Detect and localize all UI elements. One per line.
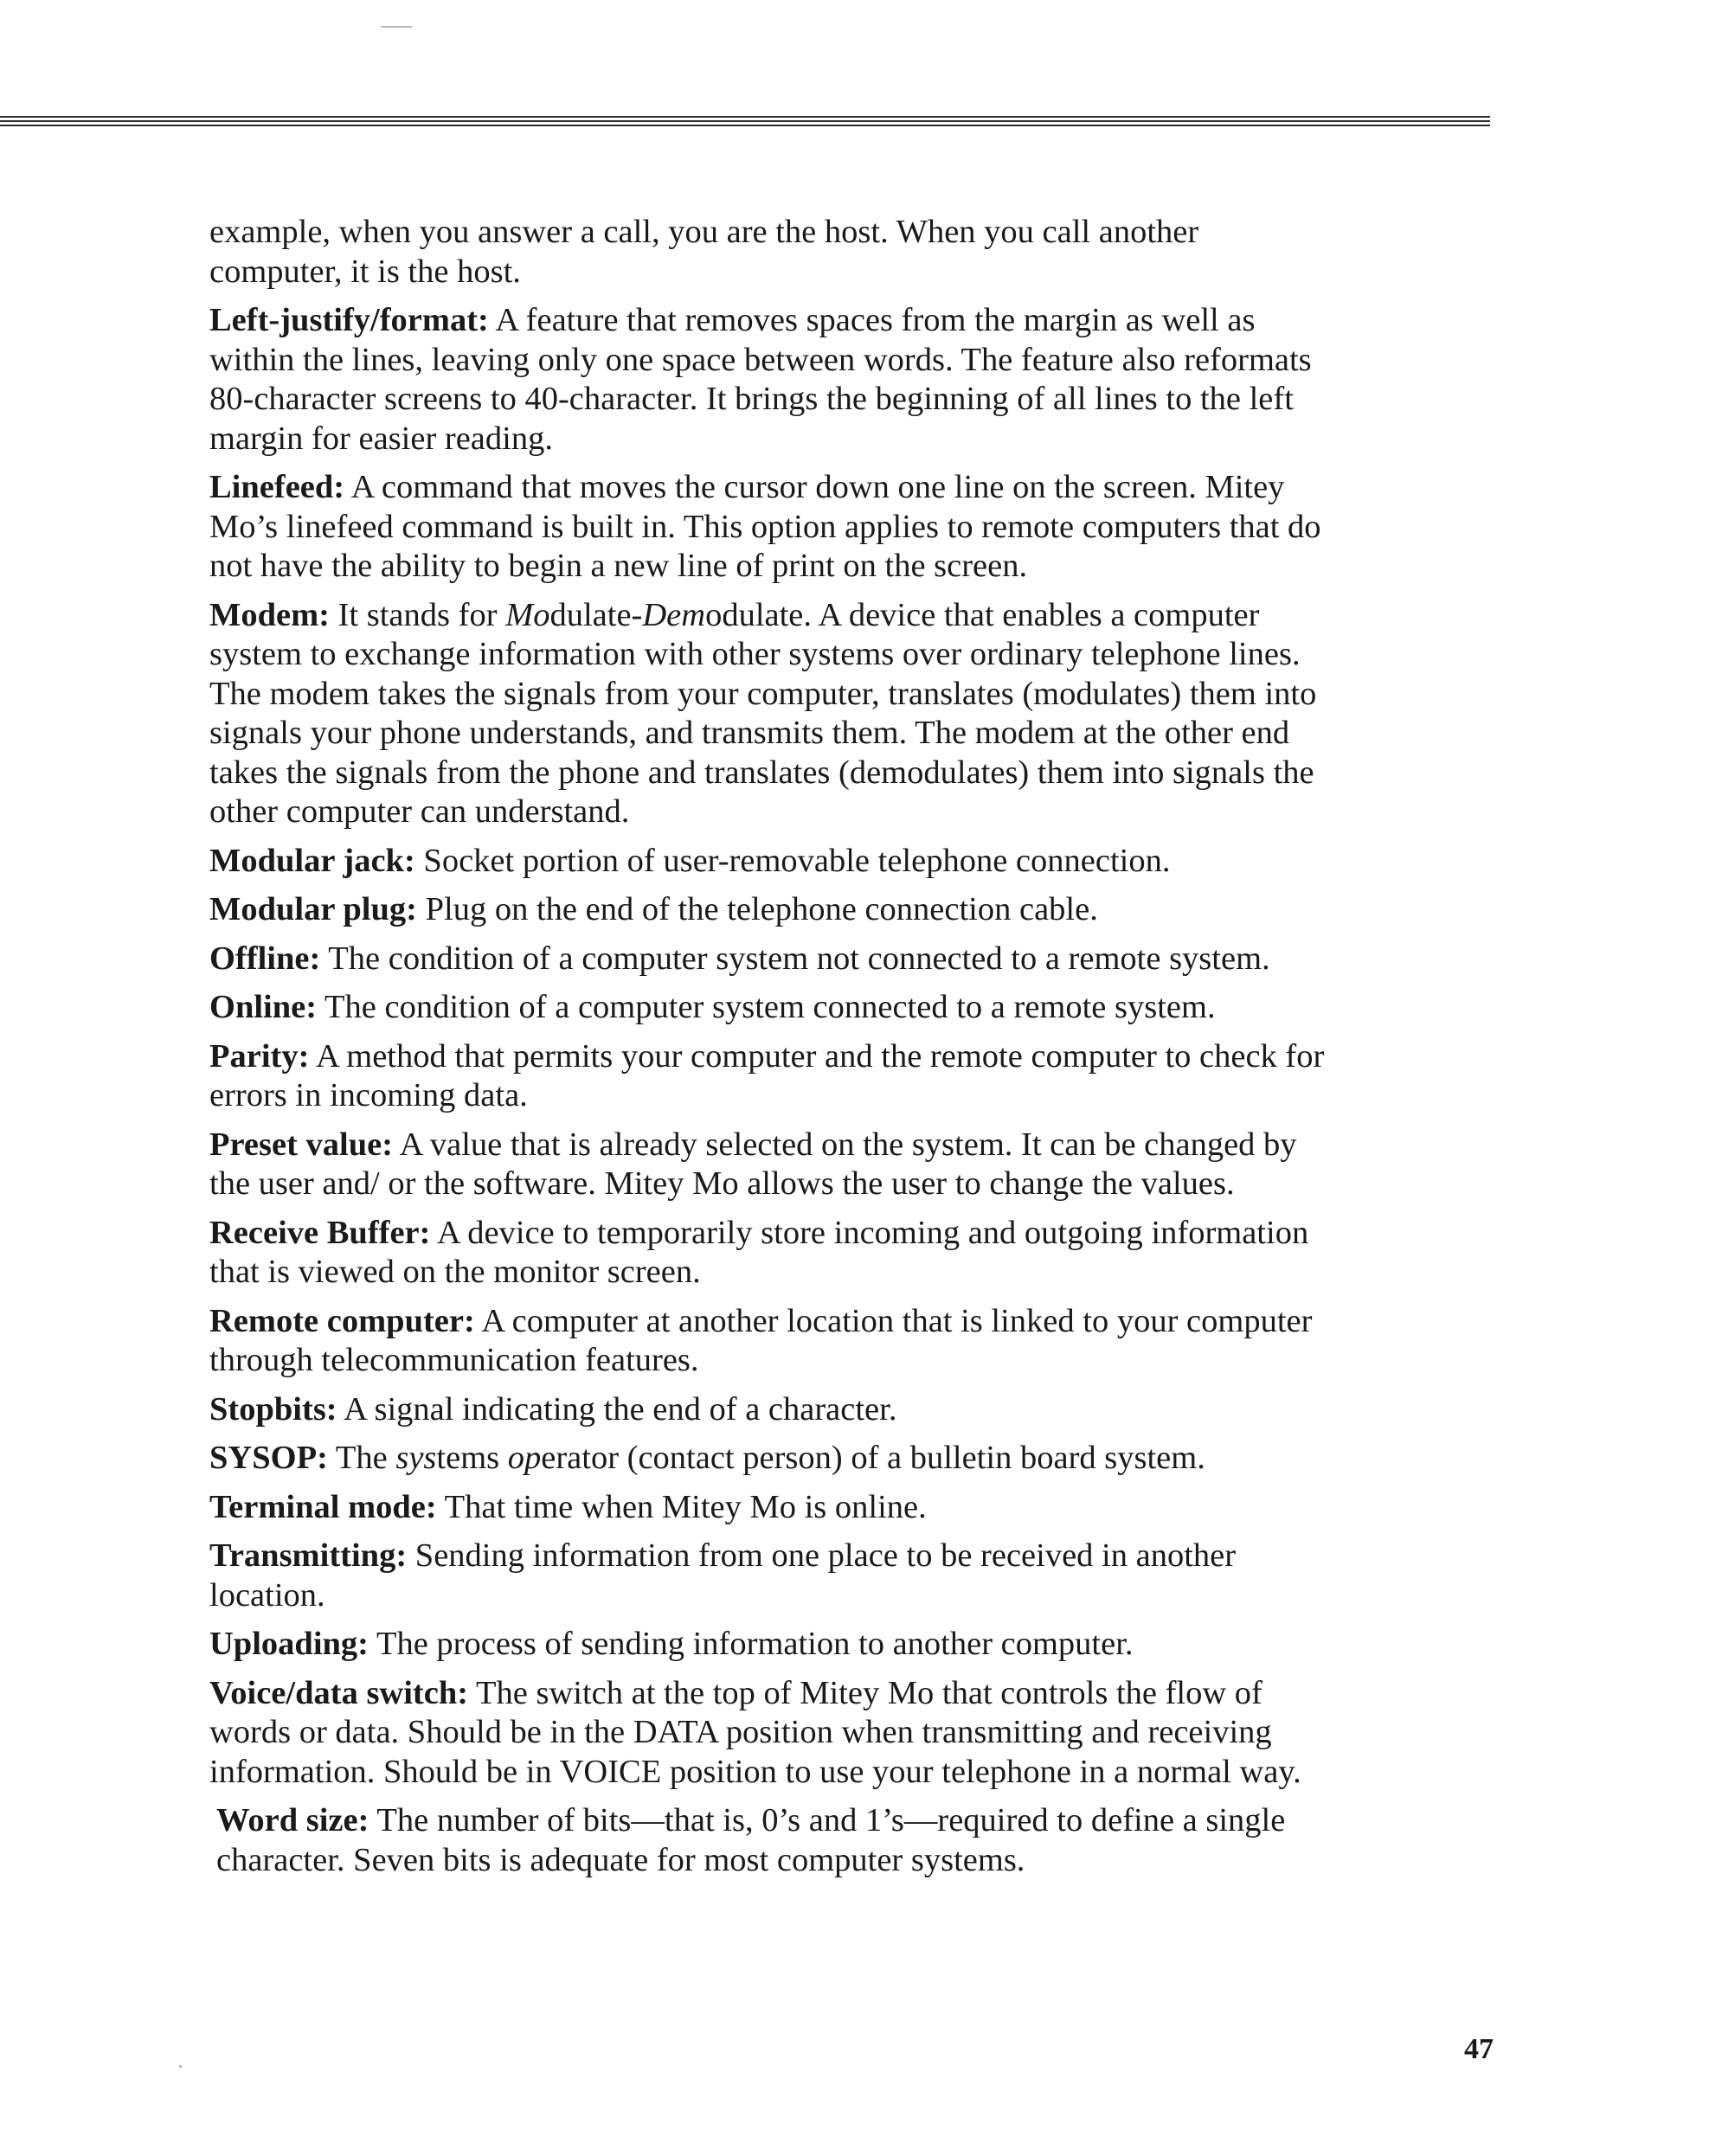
glossary-definition: Plug on the end of the telephone connection cable. xyxy=(425,891,1098,927)
glossary-definition: A feature that removes spaces from the margin as well as within the lines, leaving only one space between words. The feature also reformats 80-character screens to 40-character. It brings the beginning of all lines to the left margin for easier reading. xyxy=(209,302,1312,457)
glossary-definition: A command that moves the cursor down one line on the screen. Mitey Mo’s linefeed command is built in. This option applies to remote computers that do not have the ability to begin a new line of print on the screen. xyxy=(209,469,1321,584)
glossary-term: Terminal mode: xyxy=(209,1488,437,1525)
glossary-definition: A signal indicating the end of a character. xyxy=(344,1390,897,1428)
glossary-term: Online: xyxy=(209,989,318,1025)
glossary-definition: That time when Mitey Mo is online. xyxy=(444,1488,927,1525)
glossary-definition: Sending information from one place to be received in another location. xyxy=(209,1537,1237,1614)
glossary-term: Preset value: xyxy=(209,1126,394,1163)
glossary-term: Modem: xyxy=(209,596,330,633)
glossary-entry-offline xyxy=(209,940,1334,979)
glossary-entry-modem xyxy=(209,596,1334,832)
glossary-term: Parity: xyxy=(209,1037,310,1075)
glossary-entry-uploading xyxy=(209,1625,1334,1665)
glossary-definition: A value that is already selected on the system. It can be changed by the user and/ or the software. Mitey Mo allows the user to change the values. xyxy=(209,1126,1297,1202)
page-number: 47 xyxy=(1464,2033,1494,2065)
glossary-entry-modular-jack xyxy=(209,842,1334,882)
header-rule-line xyxy=(0,116,1490,118)
glossary-definition: The condition of a computer system not connected to a remote system. xyxy=(328,940,1270,977)
definition-text: dulate- xyxy=(549,596,643,633)
definition-text: The xyxy=(335,1440,396,1476)
glossary-entry-transmitting xyxy=(209,1537,1334,1615)
header-rule-line xyxy=(0,120,1490,122)
glossary-entry-sysop xyxy=(209,1439,1334,1479)
glossary-term: SYSOP: xyxy=(209,1440,328,1476)
definition-text: It stands for xyxy=(337,596,506,633)
glossary-term: Receive Buffer: xyxy=(209,1214,431,1251)
glossary-entry-terminal-mode xyxy=(209,1488,1334,1528)
glossary-entry-remote-computer xyxy=(209,1302,1334,1381)
glossary-term: Linefeed: xyxy=(209,469,345,505)
glossary-entry-stopbits xyxy=(209,1390,1334,1430)
glossary-term: Offline: xyxy=(209,940,321,977)
header-rule-line xyxy=(0,125,1490,126)
glossary-entry-left-justify xyxy=(209,301,1334,459)
glossary-continuation: example, when you answer a call, you are the host. When you call another computer, it is the host. xyxy=(209,214,1199,290)
glossary-term: Word size: xyxy=(216,1802,369,1838)
glossary-definition xyxy=(209,597,1316,831)
glossary-definition: The condition of a computer system connected to a remote system. xyxy=(324,989,1216,1025)
glossary-definition: Socket portion of user-removable telephone connection. xyxy=(423,842,1171,879)
glossary-term: Stopbits: xyxy=(209,1390,337,1428)
glossary-term: Uploading: xyxy=(209,1626,369,1662)
glossary-definition xyxy=(336,1440,1205,1476)
definition-emphasis: Dem xyxy=(642,596,706,633)
definition-emphasis: op xyxy=(507,1440,542,1476)
definition-emphasis: sys xyxy=(395,1440,437,1476)
glossary-term: Transmitting: xyxy=(209,1537,408,1574)
definition-text: tems xyxy=(436,1440,508,1476)
glossary-entry-word-size xyxy=(209,1801,1334,1880)
glossary-entry-online xyxy=(209,988,1334,1028)
glossary-term: Remote computer: xyxy=(209,1302,475,1339)
glossary-entry-preset-value xyxy=(209,1126,1334,1204)
glossary-definition: A method that permits your computer and the remote computer to check for errors in incoming data. xyxy=(209,1037,1325,1113)
glossary-entry-parity xyxy=(209,1037,1334,1116)
glossary-definition: The number of bits—that is, 0’s and 1’s—required to define a single character. Seven bits is adequate for most computer systems. xyxy=(216,1802,1286,1878)
glossary-entry-receive-buffer xyxy=(209,1214,1334,1293)
glossary-entry-linefeed xyxy=(209,468,1334,587)
definition-text: erator (contact person) of a bulletin board system. xyxy=(541,1440,1205,1476)
definition-text: odulate. A device that enables a computer system to exchange information with other systems over ordinary telephone lines. The modem takes the signals from your computer, translates (modulates) them into signals your phone understands, and transmits them. The modem at the other end takes the signals from the phone and translates (demodulates) them into signals the other computer can understand. xyxy=(209,596,1317,830)
glossary-term: Left-justify/format: xyxy=(209,302,489,338)
glossary-definition: The process of sending information to another computer. xyxy=(376,1626,1134,1662)
glossary-definition: The switch at the top of Mitey Mo that controls the flow of words or data. Should be in the DATA position when transmitting and receiving information. Should be in VOICE position to use your telephone in a normal way. xyxy=(209,1674,1301,1790)
glossary-definition: A computer at another location that is linked to your computer through telecommunication features. xyxy=(209,1302,1313,1378)
glossary-term: Modular plug: xyxy=(209,891,417,927)
glossary-definition: A device to temporarily store incoming and outgoing information that is viewed on the monitor screen. xyxy=(209,1214,1309,1290)
glossary-term: Voice/data switch: xyxy=(209,1674,469,1711)
glossary-entry-modular-plug xyxy=(209,890,1334,930)
glossary-term: Modular jack: xyxy=(209,842,415,879)
definition-emphasis: Mo xyxy=(505,596,550,633)
header-rule xyxy=(0,116,1490,128)
glossary-body xyxy=(209,213,1334,1890)
scan-speck xyxy=(179,2065,182,2068)
glossary-entry-voice-data-switch xyxy=(209,1674,1334,1793)
scan-mark xyxy=(381,26,412,28)
